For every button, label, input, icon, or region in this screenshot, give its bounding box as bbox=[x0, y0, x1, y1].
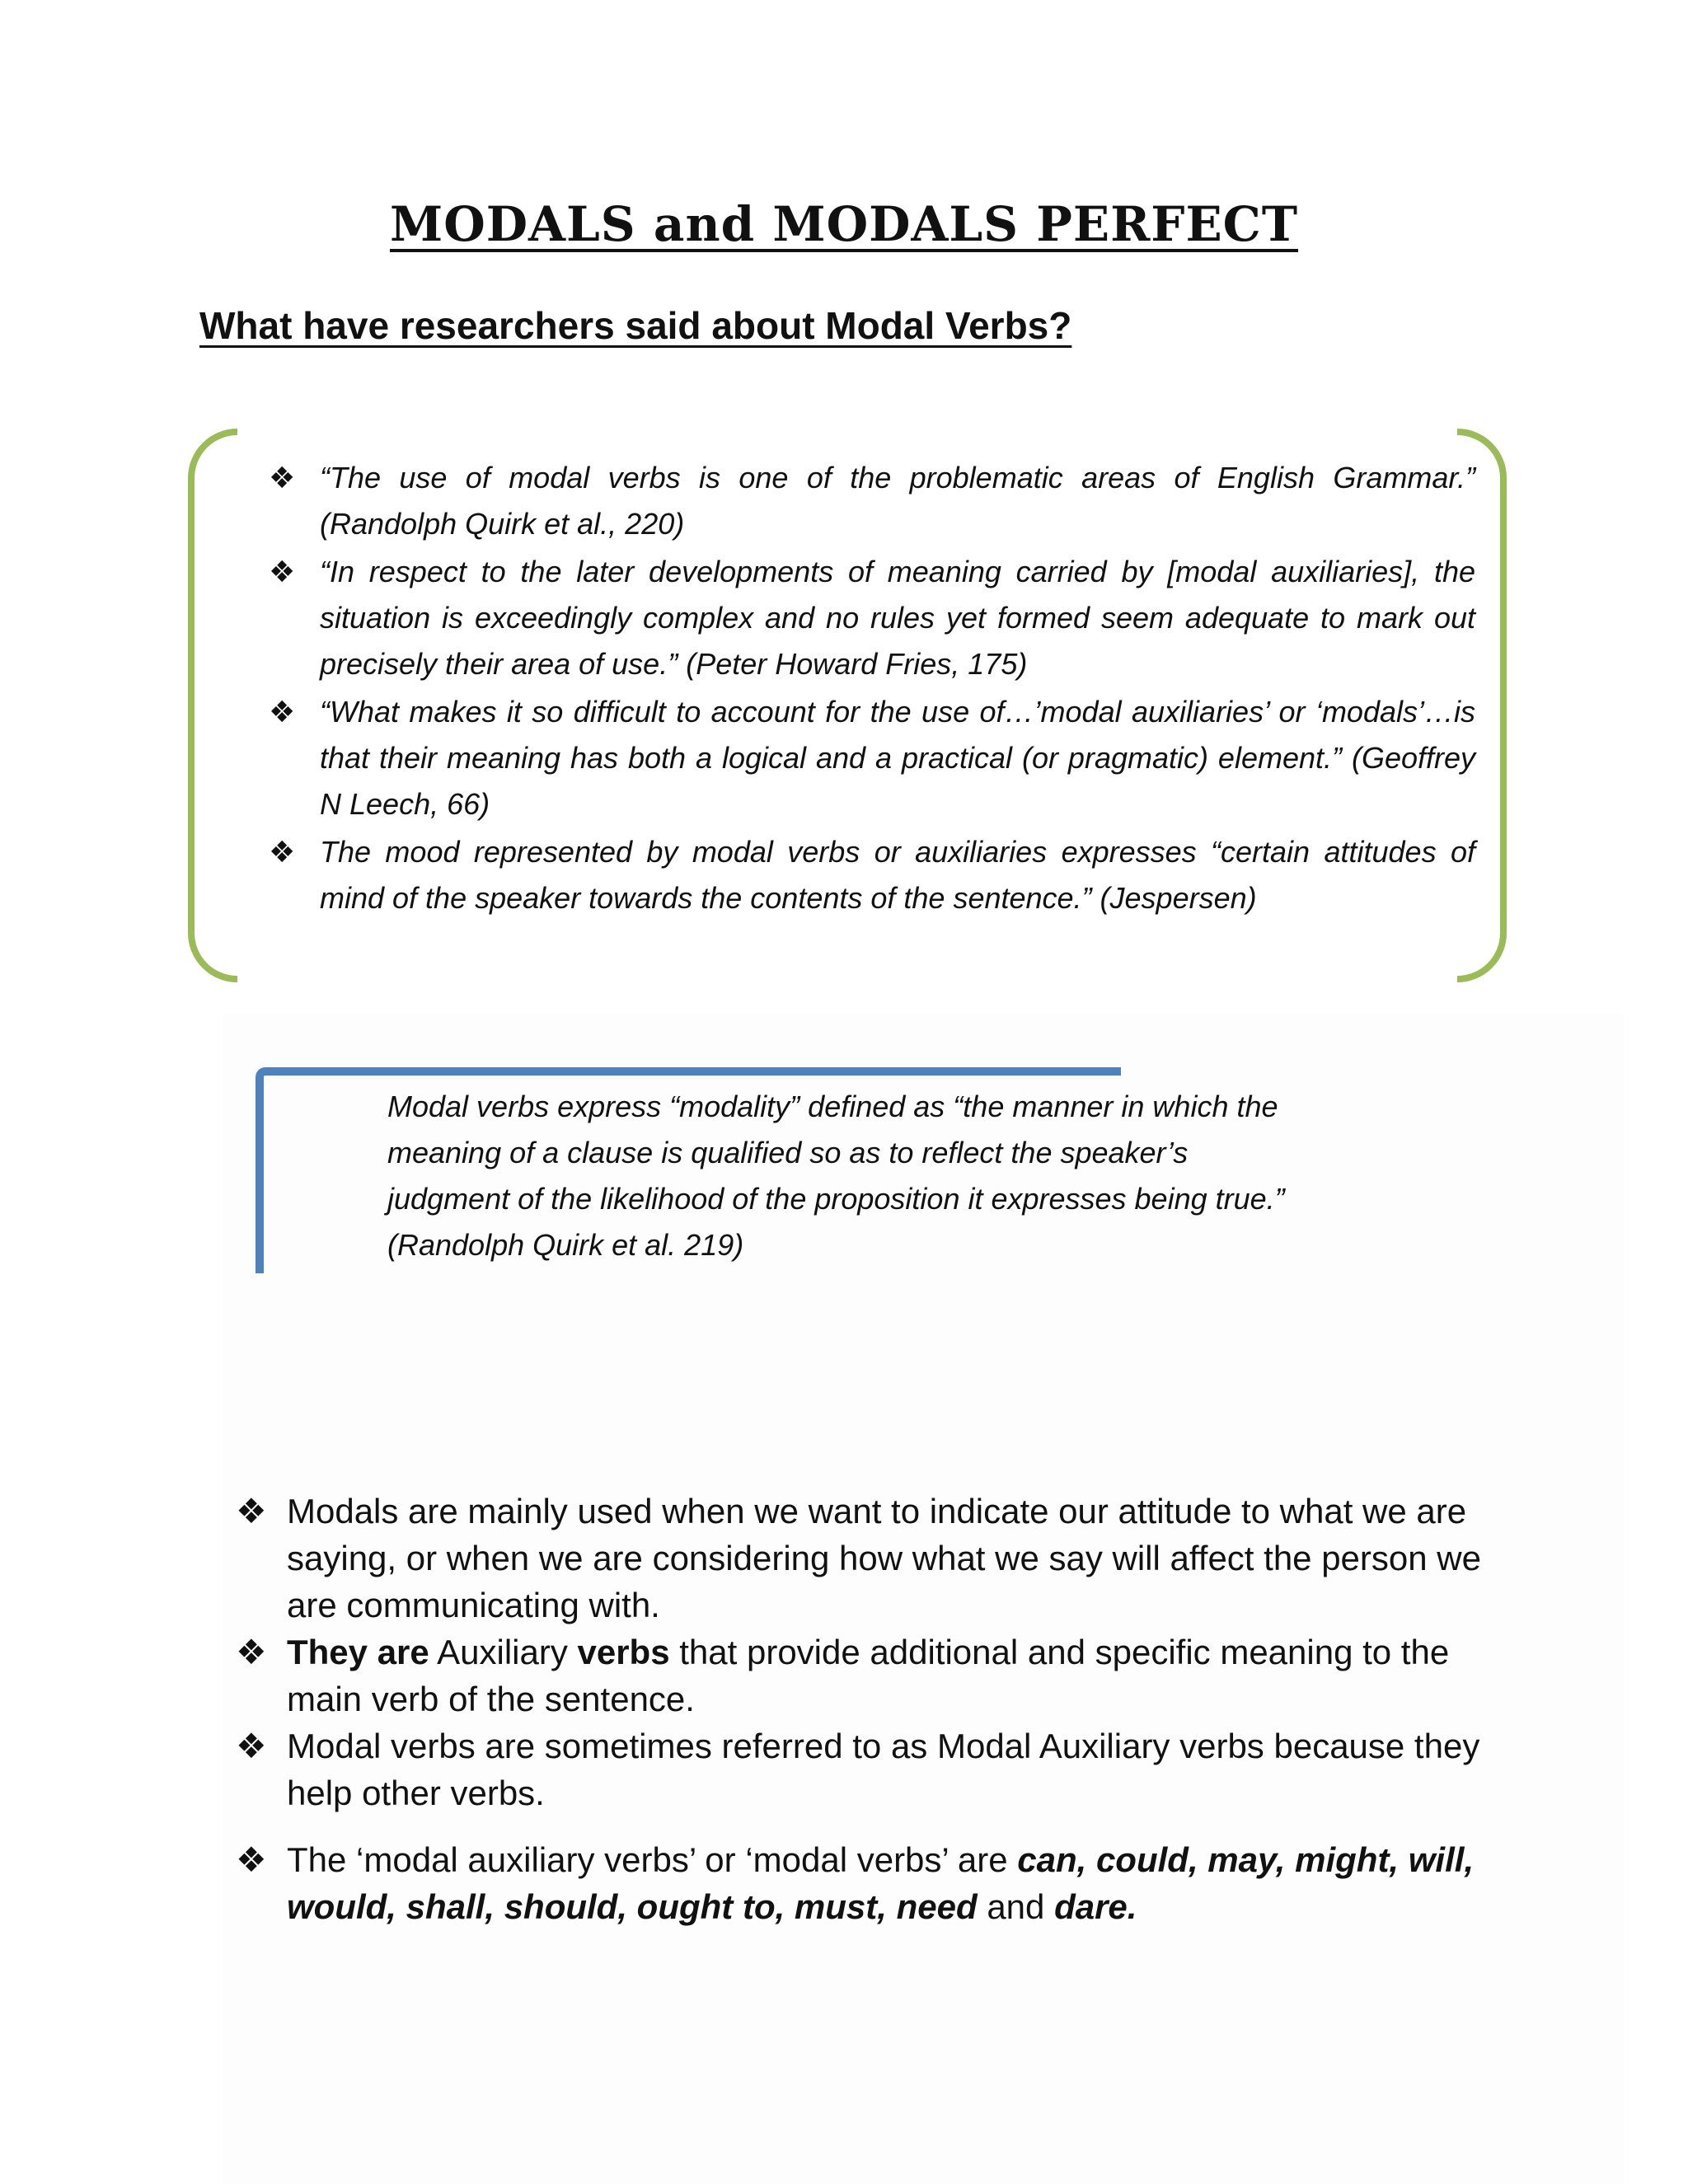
fact-item: ❖ Modal verbs are sometimes referred to as Modal Auxiliary verbs because they help other verbs. bbox=[236, 1722, 1497, 1816]
callout-line: Modal verbs express “modality” defined as “the manner in which the bbox=[387, 1090, 1278, 1123]
quote-item: ❖ The mood represented by modal verbs or auxiliaries expresses “certain attitudes of mind of the speaker towards the contents of the sentence.” (Jespersen) bbox=[264, 829, 1475, 921]
section-heading: What have researchers said about Modal Verbs? bbox=[199, 304, 1072, 347]
page-title: MODALS and MODALS PERFECT bbox=[390, 196, 1298, 252]
diamond-bullet-icon: ❖ bbox=[269, 461, 296, 494]
modal-verbs-list: can, could, may, might, will, would, shall, should, ought to, must, need bbox=[287, 1840, 1475, 1926]
fact-item: ❖ They are Auxiliary verbs that provide additional and specific meaning to the main verb of the sentence. bbox=[236, 1629, 1497, 1722]
left-bracket-decoration bbox=[188, 429, 237, 982]
quote-item: ❖ “The use of modal verbs is one of the problematic areas of English Grammar.” (Randolph Quirk et al., 220) bbox=[264, 455, 1475, 547]
modality-definition-callout bbox=[387, 1084, 1335, 1268]
callout-line: (Randolph Quirk et al. 219) bbox=[387, 1228, 744, 1262]
diamond-bullet-icon: ❖ bbox=[269, 695, 296, 729]
diamond-bullet-icon: ❖ bbox=[269, 555, 296, 588]
diamond-bullet-icon: ❖ bbox=[236, 1492, 267, 1530]
diamond-bullet-icon: ❖ bbox=[269, 835, 296, 869]
quote-item: ❖ “In respect to the later developments of meaning carried by [modal auxiliaries], the situation is exceedingly complex and no rules yet formed seem adequate to mark out precisely their area of use.” (Peter Howard Fries, 175) bbox=[264, 549, 1475, 687]
quote-item: ❖ “What makes it so difficult to account for the use of…’modal auxiliaries’ or ‘modals’…is that their meaning has both a logical and a practical (or pragmatic) element.” (Geoffrey N Leech, 66) bbox=[264, 689, 1475, 827]
fact-item: ❖ Modals are mainly used when we want to indicate our attitude to what we are saying, or when we are considering how what we say will affect the person we are communicating with. bbox=[236, 1488, 1497, 1629]
modal-facts-list bbox=[236, 1488, 1497, 1930]
callout-line: judgment of the likelihood of the proposition it expresses being true.” bbox=[387, 1182, 1285, 1216]
callout-line: meaning of a clause is qualified so as to reflect the speaker’s bbox=[387, 1136, 1189, 1169]
diamond-bullet-icon: ❖ bbox=[236, 1840, 267, 1879]
researcher-quotes-list bbox=[264, 455, 1475, 923]
diamond-bullet-icon: ❖ bbox=[236, 1633, 267, 1671]
fact-item: ❖ The ‘modal auxiliary verbs’ or ‘modal verbs’ are can, could, may, might, will, would, shall, should, ought to, must, need and dare. bbox=[236, 1836, 1497, 1930]
diamond-bullet-icon: ❖ bbox=[236, 1727, 267, 1765]
